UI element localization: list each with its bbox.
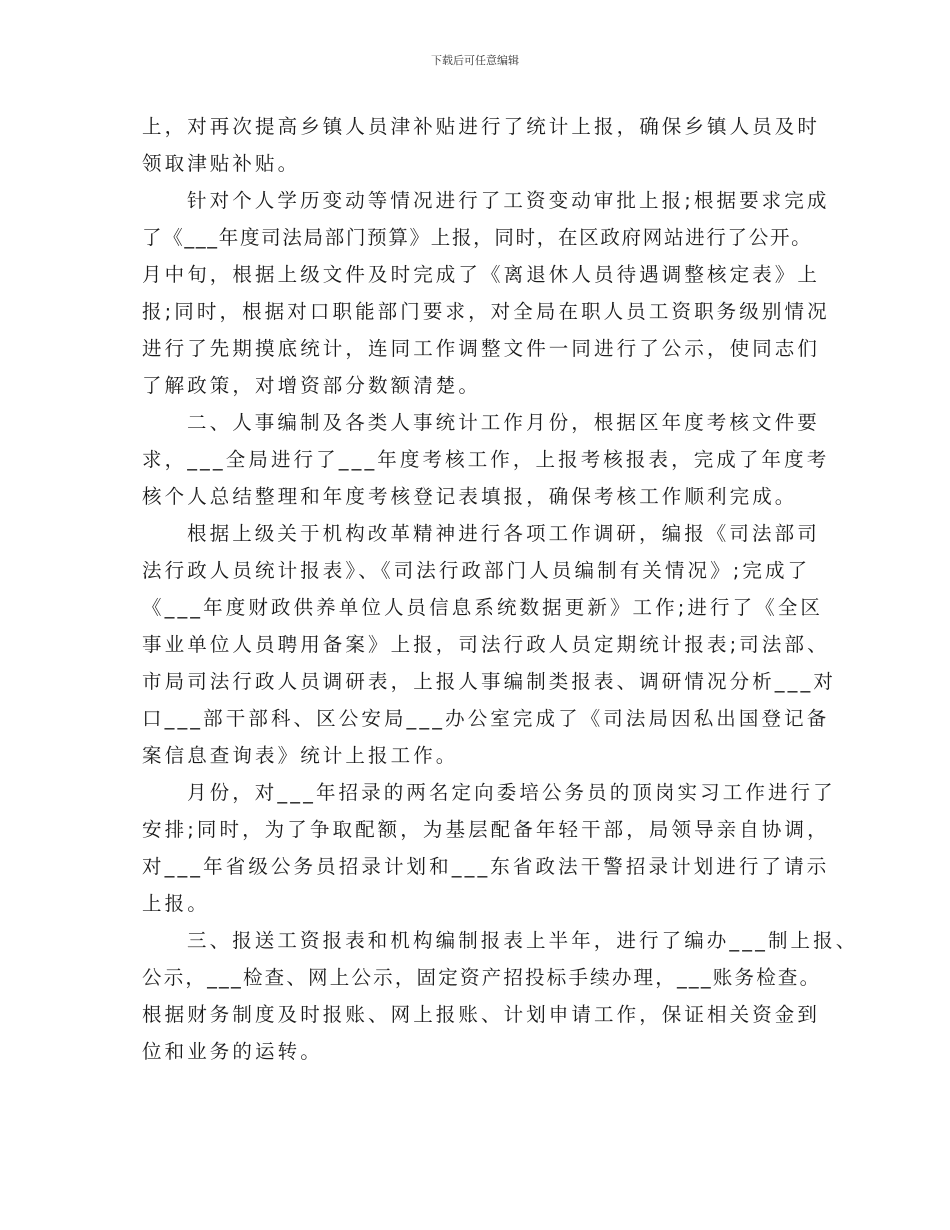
text-line: 对___年省级公务员招录计划和___东省政法干警招录计划进行了请示	[142, 855, 830, 878]
text-line: 《___年度财政供养单位人员信息系统数据更新》工作;进行了《全区	[142, 596, 824, 619]
text-line: 根据财务制度及时报账、网上报账、计划申请工作，保证相关资金到	[142, 1003, 821, 1026]
text-line: 事业单位人员聘用备案》上报，司法行政人员定期统计报表;司法部、	[142, 633, 830, 656]
text-line: 上，对再次提高乡镇人员津补贴进行了统计上报，确保乡镇人员及时	[142, 115, 821, 138]
page-header: 下载后可任意编辑	[431, 54, 519, 67]
text-line: 公示，___检查、网上公示，固定资产招投标手续办理，___账务检查。	[142, 966, 822, 989]
text-line: 了解政策，对增资部分数额清楚。	[142, 374, 482, 397]
section-heading-line: 二、人事编制及各类人事统计工作月份，根据区年度考核文件要	[187, 411, 820, 434]
text-line: 报;同时，根据对口职能部门要求，对全局在职人员工资职务级别情况	[142, 300, 830, 323]
text-line: 法行政人员统计报表》、《司法行政部门人员编制有关情况》;完成了	[142, 559, 811, 582]
text-line: 求，___全局进行了___年度考核工作，上报考核报表，完成了年度考	[142, 448, 830, 471]
section-heading-line: 三、报送工资报表和机构编制报表上半年，进行了编办___制上报、	[187, 929, 859, 952]
text-line: 安排;同时，为了争取配额，为基层配备年轻干部，局领导亲自协调，	[142, 818, 830, 841]
text-line: 进行了先期摸底统计，连同工作调整文件一同进行了公示，使同志们	[142, 337, 821, 360]
paragraph-first-line: 根据上级关于机构改革精神进行各项工作调研，编报《司法部司	[187, 522, 820, 545]
text-line: 核个人总结整理和年度考核登记表填报，确保考核工作顺利完成。	[142, 485, 798, 508]
text-line: 位和业务的运转。	[142, 1040, 323, 1063]
paragraph-first-line: 针对个人学历变动等情况进行了工资变动审批上报;根据要求完成	[187, 189, 830, 212]
text-line: 案信息查询表》统计上报工作。	[142, 744, 459, 767]
text-line: 口___部干部科、区公安局___办公室完成了《司法局因私出国登记备	[142, 707, 830, 730]
text-line: 领取津贴补贴。	[142, 152, 301, 175]
text-line: 市局司法行政人员调研表，上报人事编制类报表、调研情况分析___对	[142, 670, 836, 693]
paragraph-first-line: 月份，对___年招录的两名定向委培公务员的顶岗实习工作进行了	[187, 781, 836, 804]
text-line: 了《___年度司法局部门预算》上报，同时，在区政府网站进行了公开。	[142, 226, 813, 249]
text-line: 月中旬，根据上级文件及时完成了《离退休人员待遇调整核定表》上	[142, 263, 821, 286]
document-body	[142, 108, 859, 1070]
text-line: 上报。	[142, 892, 210, 915]
